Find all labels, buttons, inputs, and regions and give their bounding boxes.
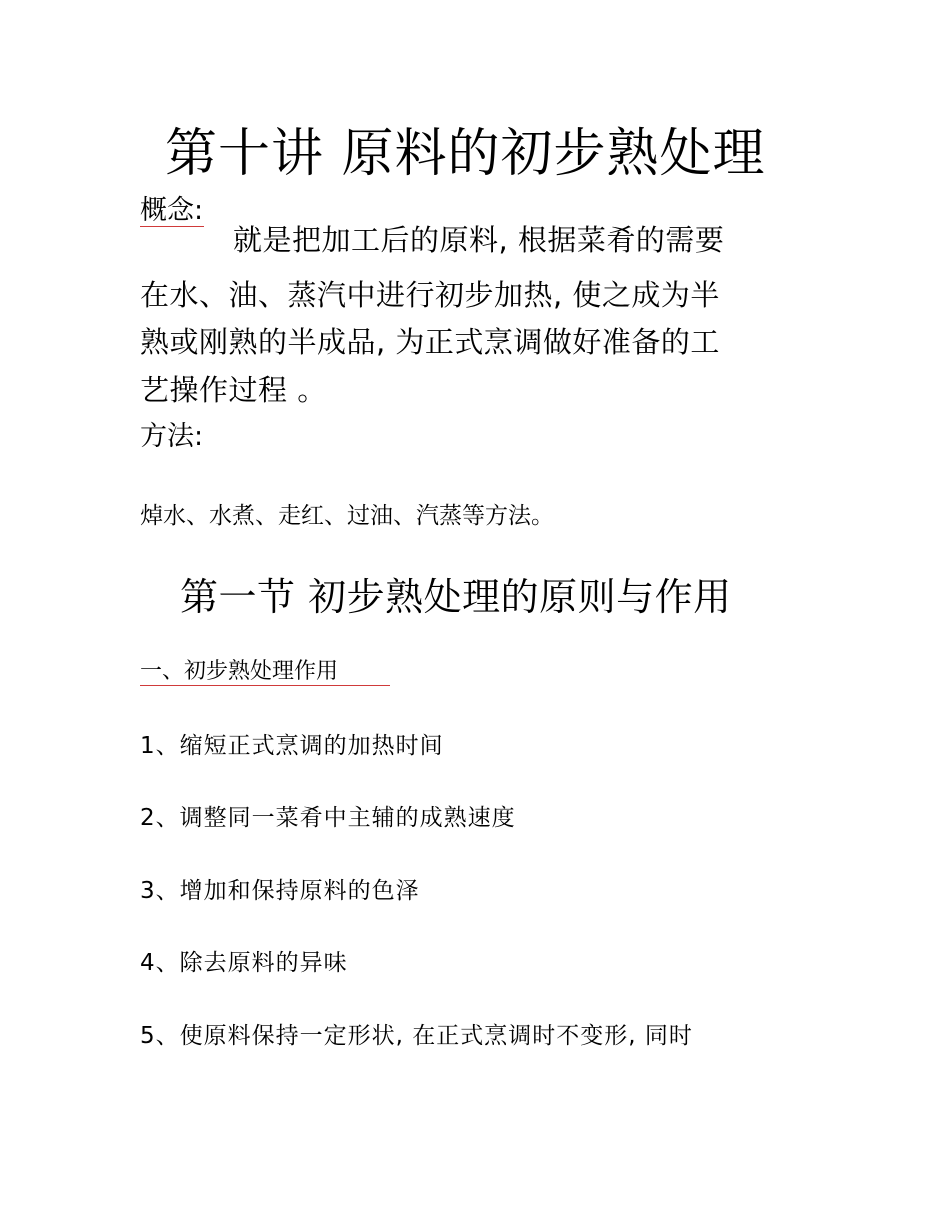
concept-label: 概念: bbox=[140, 195, 204, 226]
concept-underline bbox=[140, 226, 204, 227]
list-item: 5、使原料保持一定形状, 在正式烹调时不变形, 同时 bbox=[140, 1023, 693, 1049]
list-item: 3、增加和保持原料的色泽 bbox=[140, 878, 420, 904]
methods-text: 焯水、水煮、走红、过油、汽蒸等方法。 bbox=[140, 503, 554, 529]
section-title: 第一节 初步熟处理的原则与作用 bbox=[180, 575, 732, 619]
list-item: 4、除去原料的异味 bbox=[140, 950, 348, 976]
list-item: 1、缩短正式烹调的加热时间 bbox=[140, 733, 444, 759]
sub-heading-underline bbox=[140, 685, 390, 686]
concept-line: 在水、油、蒸汽中进行初步加热, 使之成为半 bbox=[140, 278, 720, 312]
concept-line: 艺操作过程 。 bbox=[140, 373, 327, 407]
page-title: 第十讲 原料的初步熟处理 bbox=[165, 124, 766, 184]
concept-line: 熟或刚熟的半成品, 为正式烹调做好准备的工 bbox=[140, 325, 720, 359]
method-label: 方法: bbox=[140, 421, 204, 452]
sub-heading: 一、初步熟处理作用 bbox=[140, 659, 339, 684]
concept-line: 就是把加工后的原料, 根据菜肴的需要 bbox=[233, 223, 725, 257]
list-item: 2、调整同一菜肴中主辅的成熟速度 bbox=[140, 805, 516, 831]
